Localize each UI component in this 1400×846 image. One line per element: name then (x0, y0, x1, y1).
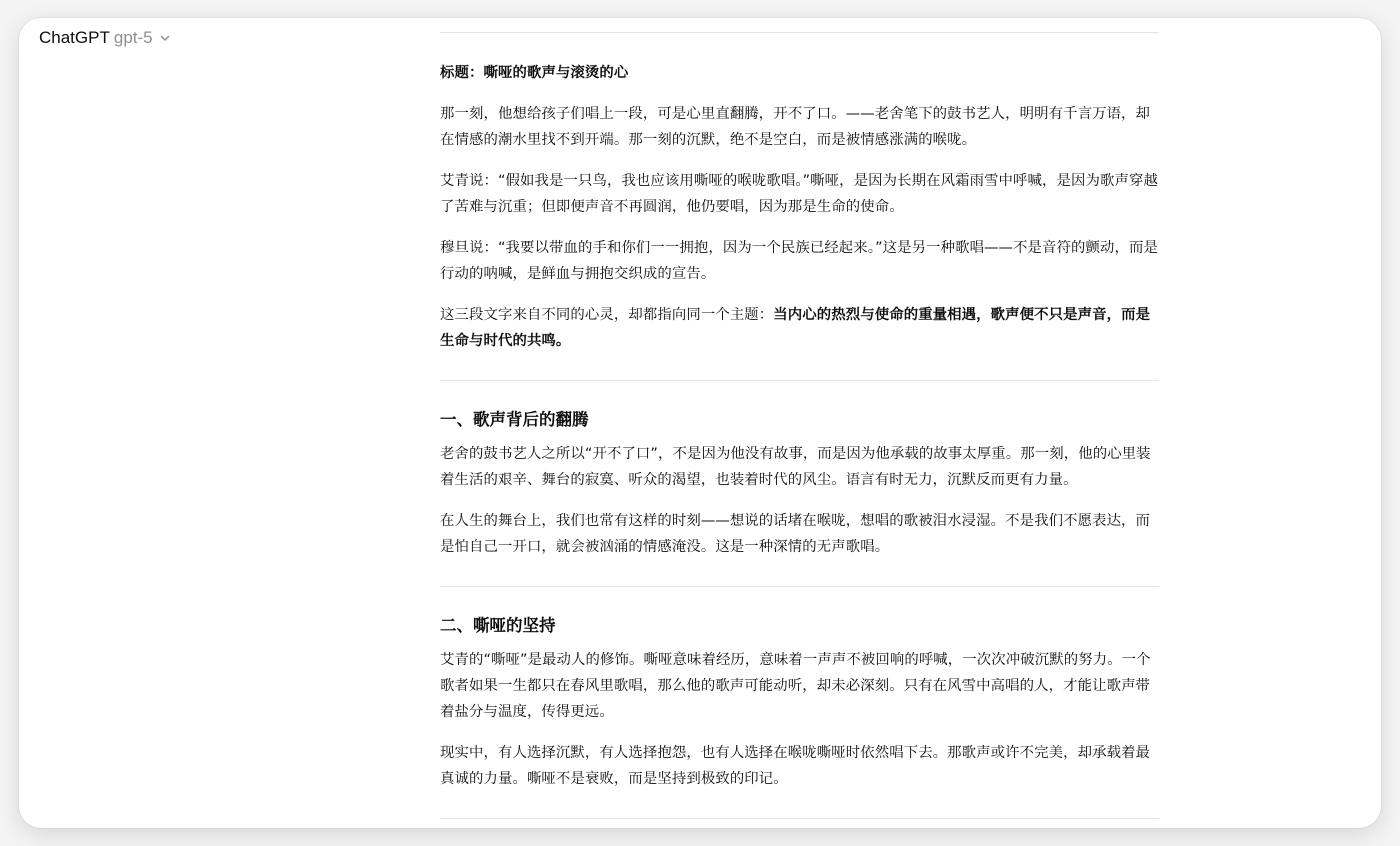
intro-paragraph-3: 穆旦说：“我要以带血的手和你们一一拥抱，因为一个民族已经起来。”这是另一种歌唱——不是音符的颤动，而是行动的呐喊，是鲜血与拥抱交织成的宣告。 (440, 240, 1158, 282)
title-text: 嘶哑的歌声与滚烫的心 (483, 65, 629, 81)
section-1-paragraph-2: 在人生的舞台上，我们也常有这样的时刻——想说的话堵在喉咙，想唱的歌被泪水浸湿。不是我们不愿表达，而是怕自己一开口，就会被汹涌的情感淹没。这是一种深情的无声歌唱。 (440, 513, 1151, 555)
intro-paragraph-4 (440, 302, 1159, 354)
divider (440, 380, 1159, 381)
intro-paragraph-2: 艾青说：“假如我是一只鸟，我也应该用嘶哑的喉咙歌唱。”嘶哑，是因为长期在风霜雨雪中呼喊，是因为歌声穿越了苦难与沉重；但即便声音不再圆润，他仍要唱，因为那是生命的使命。 (440, 173, 1158, 215)
section-2-paragraph-2: 现实中，有人选择沉默，有人选择抱怨，也有人选择在喉咙嘶哑时依然唱下去。那歌声或许不完美，却承载着最真诚的力量。嘶哑不是衰败，而是坚持到极致的印记。 (440, 745, 1151, 787)
essay-title (440, 60, 1159, 86)
divider (440, 586, 1159, 587)
chat-window (19, 18, 1381, 828)
section-1-heading: 一、歌声背后的翻腾 (440, 410, 589, 429)
section-2-heading: 二、嘶哑的坚持 (440, 616, 556, 635)
intro-paragraph-4-text: 这三段文字来自不同的心灵，却都指向同一个主题： (440, 307, 774, 323)
section-1-paragraph-1: 老舍的鼓书艺人之所以“开不了口”，不是因为他没有故事，而是因为他承载的故事太厚重。那一刻，他的心里装着生活的艰辛、舞台的寂寞、听众的渴望，也装着时代的风尘。语言有时无力，沉默反而更有力量。 (440, 446, 1151, 488)
app-brand: ChatGPT (39, 28, 110, 47)
intro-paragraph-4-emphasis: 当内心的热烈与使命的重量相遇，歌声便不只是声音，而是生命与时代的共鸣。 (440, 307, 1151, 349)
chevron-down-icon (159, 32, 171, 44)
model-switcher[interactable] (39, 28, 171, 48)
intro-paragraph-1: 那一刻，他想给孩子们唱上一段，可是心里直翻腾，开不了口。——老舍笔下的鼓书艺人，明明有千言万语，却在情感的潮水里找不到开端。那一刻的沉默，绝不是空白，而是被情感涨满的喉咙。 (440, 106, 1151, 148)
divider (440, 818, 1159, 819)
model-name: gpt-5 (113, 28, 153, 47)
section-2-paragraph-1: 艾青的“嘶哑”是最动人的修饰。嘶哑意味着经历，意味着一声声不被回响的呼喊，一次次冲破沉默的努力。一个歌者如果一生都只在春风里歌唱，那么他的歌声可能动听，却未必深刻。只有在风雪中高唱的人，才能让歌声带着盐分与温度，传得更远。 (440, 652, 1151, 720)
divider (440, 32, 1159, 33)
title-label: 标题： (440, 65, 484, 81)
assistant-message (440, 32, 1159, 819)
